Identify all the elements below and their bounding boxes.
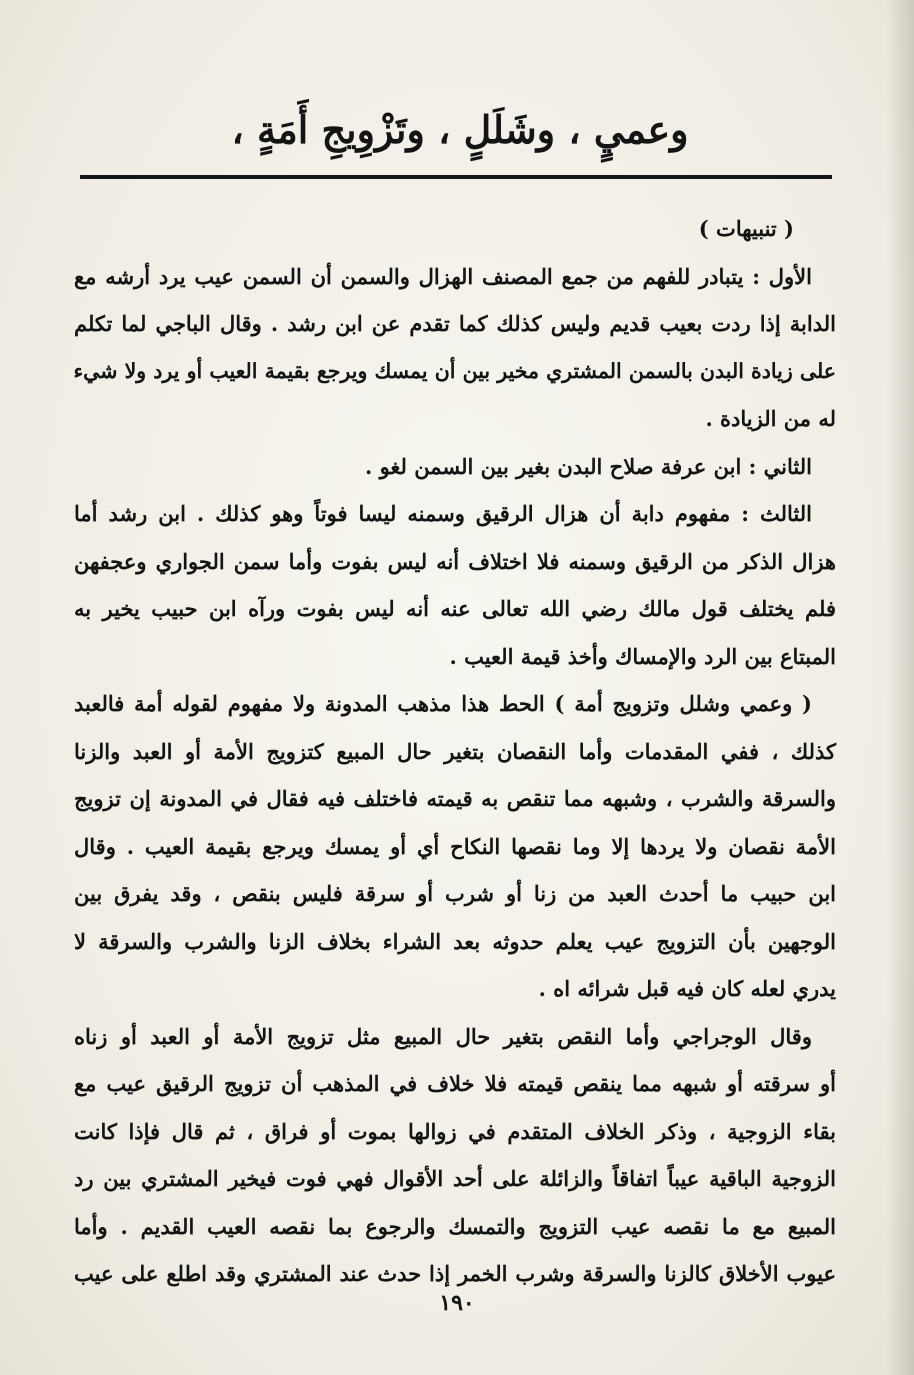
text-line: ابن حبيب ما أحدث العبد من زنا أو شرب أو سرقة فليس بنقص ، وقد يفرق بين bbox=[74, 881, 836, 906]
text-line: المبتاع بين الرد والإمساك وأخذ قيمة العيب . bbox=[449, 643, 836, 669]
text-line: فلم يختلف قول مالك رضي الله تعالى عنه أنه ليس بفوت ورآه ابن حبيب يخير به bbox=[74, 596, 836, 621]
body-text bbox=[74, 205, 836, 1298]
page-edge-shadow bbox=[886, 0, 914, 1375]
text-line: والسرقة والشرب ، وشبهه مما تنقص به قيمته فاختلف فيه فقال في المدونة إن تزويج bbox=[74, 786, 836, 811]
text-line: له من الزيادة . bbox=[705, 406, 836, 431]
text-line: على زيادة البدن بالسمن المشتري مخير بين أن يمسك ويرجع بقيمة العيب أو يرد ولا شيء bbox=[73, 358, 836, 383]
text-line: الزوجية الباقية عيباً اتفاقاً والزائلة على أحد الأقوال فهي فوت فيخير المشتري بين رد bbox=[74, 1166, 836, 1191]
text-line: وقال الوجراجي وأما النقص بتغير حال المبيع مثل تزويج الأمة أو العبد أو زناه bbox=[74, 1023, 812, 1049]
text-line: يدري لعله كان فيه قبل شرائه اه . bbox=[538, 976, 836, 1001]
text-line: ( وعمي وشلل وتزويج أمة ) الحط هذا مذهب المدونة ولا مفهوم لقوله أمة فالعبد bbox=[74, 691, 812, 716]
text-line: الثالث : مفهوم دابة أن هزال الرقيق وسمنه ليسا فوتاً وهو كذلك . ابن رشد أما bbox=[74, 501, 812, 526]
text-line: الأول : يتبادر للفهم من جمع المصنف الهزال والسمن أن السمن عيب يرد أرشه مع bbox=[74, 263, 812, 289]
running-head: وعميٍ ، وشَلَلٍ ، وتَزْوِيجِ أَمَةٍ ، bbox=[231, 107, 689, 152]
text-line: الأمة نقصان ولا يردها إلا وما نقصها النكاح أي أو يمسك ويرجع بقيمة العيب . وقال bbox=[74, 833, 836, 859]
page-number: ١٩٠ bbox=[439, 1290, 475, 1316]
text-line: عيوب الأخلاق كالزنا والسرقة وشرب الخمر إذا حدث عند المشتري وقد اطلع على عيب bbox=[74, 1261, 836, 1286]
section-heading: ( تنبيهات ) bbox=[698, 216, 794, 241]
text-line: الثاني : ابن عرفة صلاح البدن بغير بين السمن لغو . bbox=[364, 453, 812, 479]
text-line: أو سرقته أو شبهه مما ينقص قيمته فلا خلاف في المذهب أن تزويج الرقيق عيب مع bbox=[74, 1071, 836, 1096]
text-line: هزال الذكر من الرقيق وسمنه فلا اختلاف أنه ليس بفوت وأما سمن الجواري وعجفهن bbox=[74, 548, 836, 574]
header-rule bbox=[80, 175, 832, 179]
text-line: الوجهين بأن التزويج عيب يعلم حدوثه بعد الشراء بخلاف الزنا والشرب والسرقة لا bbox=[74, 928, 836, 954]
text-line: كذلك ، ففي المقدمات وأما النقصان بتغير حال المبيع كتزويج الأمة أو العبد والزنا bbox=[74, 738, 836, 764]
text-line: المبيع مع ما نقصه عيب التزويج والتمسك والرجوع بما نقصه العيب القديم . وأما bbox=[74, 1213, 836, 1239]
text-line: الدابة إذا ردت بعيب قديم وليس كذلك كما تقدم عن ابن رشد . وقال الباجي لما تكلم bbox=[74, 311, 836, 336]
text-line: بقاء الزوجية ، وذكر الخلاف المتقدم في زوالها بموت أو فراق ، ثم قال فإذا كانت bbox=[74, 1118, 836, 1144]
